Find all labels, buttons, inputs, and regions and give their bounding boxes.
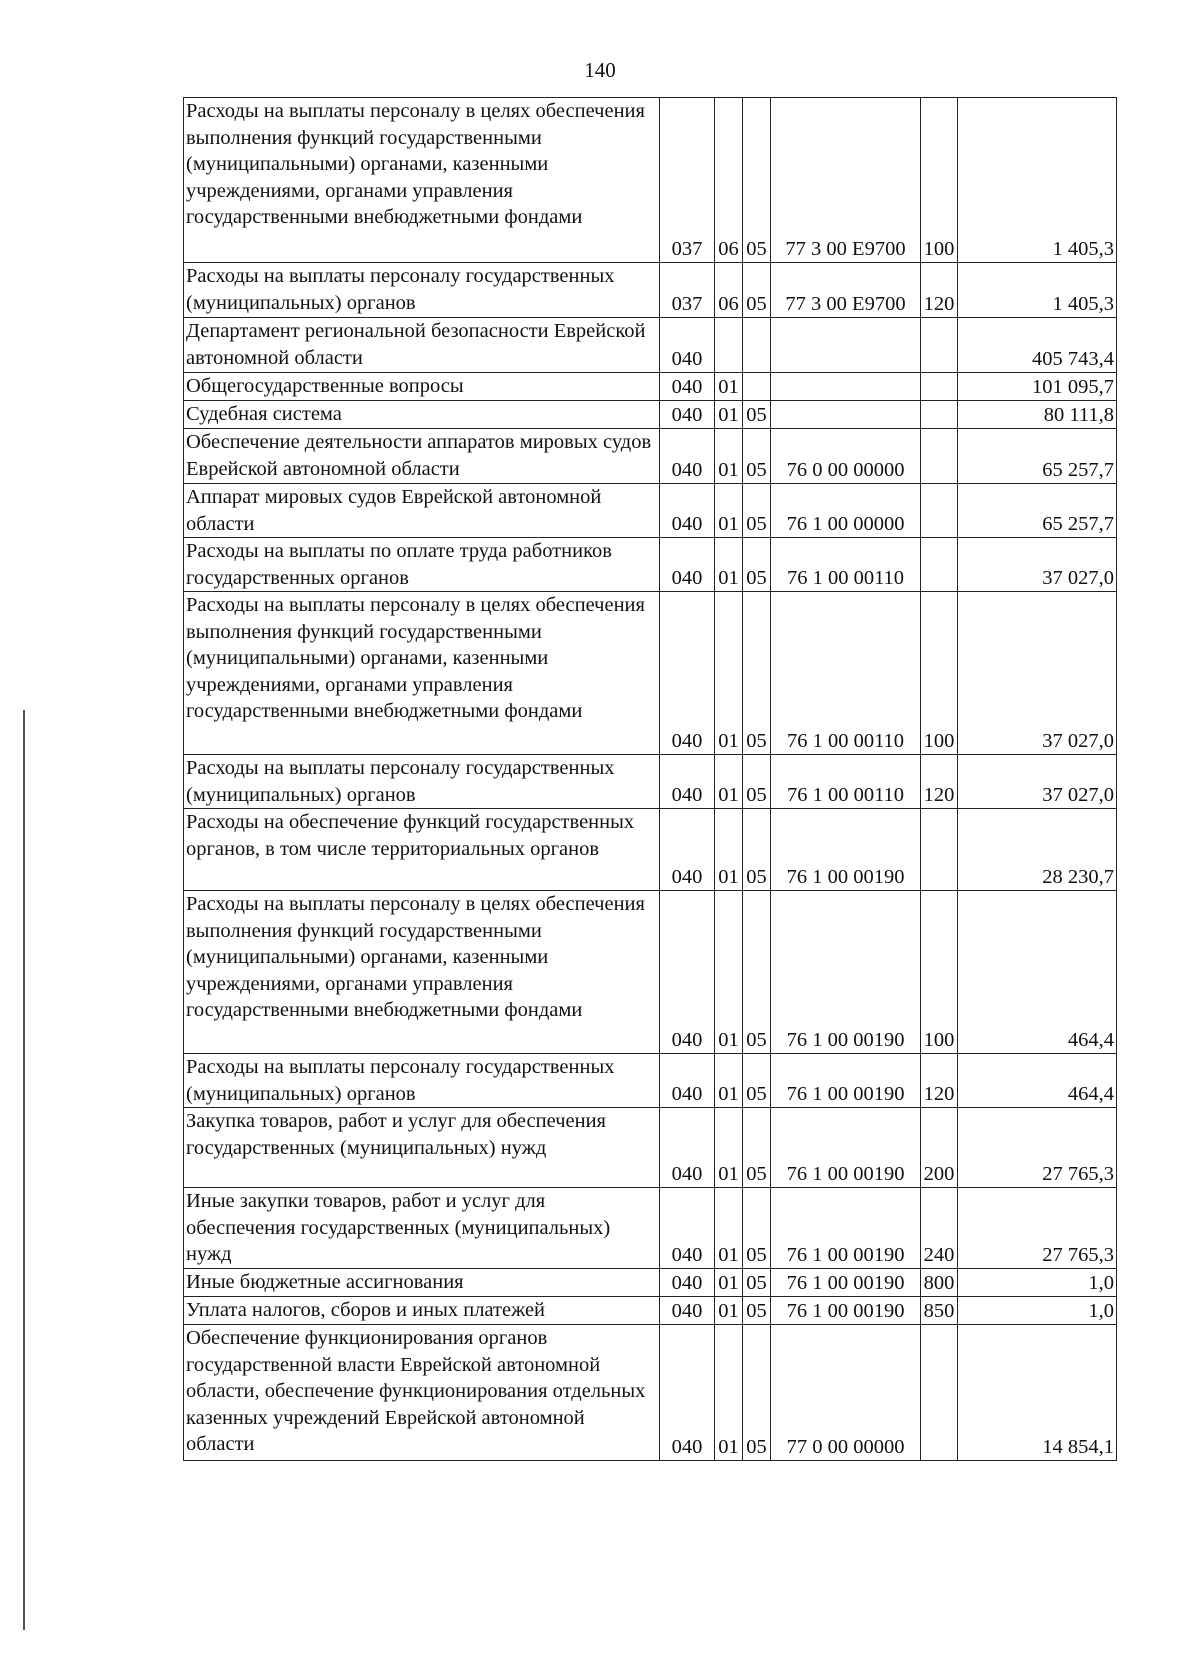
target-article-text: 76 1 00 00190 <box>786 1082 905 1105</box>
amount-text: 101 095,7 <box>1032 375 1114 398</box>
admin-code-text: 040 <box>671 729 703 752</box>
target-article-text: 76 1 00 00110 <box>786 729 905 752</box>
expense-type-cell <box>921 1325 958 1461</box>
row-name-text: Департамент региональной безопасности Еврейской автономной области <box>186 320 646 369</box>
target-article-text: 77 3 00 E9700 <box>785 292 906 315</box>
admin-code-cell <box>660 1188 715 1269</box>
admin-code-cell <box>660 373 715 401</box>
subsection-code-text: 05 <box>746 1028 767 1051</box>
target-article-text: 76 0 00 00000 <box>786 458 905 481</box>
admin-code-cell <box>660 484 715 538</box>
row-name-cell <box>184 592 660 755</box>
row-name-text: Иные бюджетные ассигнования <box>186 1271 464 1293</box>
target-article-cell <box>771 538 921 592</box>
amount-text: 27 765,3 <box>1042 1162 1114 1185</box>
target-article-cell <box>771 263 921 318</box>
subsection-code-cell <box>743 1054 771 1108</box>
subsection-code-text: 05 <box>746 458 767 481</box>
amount-text: 37 027,0 <box>1042 566 1114 589</box>
expense-type-cell <box>921 429 958 484</box>
amount-cell <box>958 1054 1117 1108</box>
row-name-cell <box>184 1188 660 1269</box>
row-name-cell <box>184 1325 660 1461</box>
row-name-text: Общегосударственные вопросы <box>186 375 464 397</box>
expense-type-cell <box>921 98 958 263</box>
row-name-text: Судебная система <box>186 403 342 425</box>
row-name-cell <box>184 538 660 592</box>
section-code-cell <box>715 98 743 263</box>
amount-cell <box>958 891 1117 1054</box>
row-name-text: Закупка товаров, работ и услуг для обеспечения государственных (муниципальных) нужд <box>186 1110 606 1159</box>
amount-cell <box>958 429 1117 484</box>
target-article-cell <box>771 1269 921 1297</box>
section-code-text: 01 <box>718 1299 739 1322</box>
row-name-cell <box>184 1297 660 1325</box>
target-article-text: 77 3 00 E9700 <box>785 237 906 260</box>
target-article-cell <box>771 755 921 809</box>
expense-type-cell <box>921 592 958 755</box>
amount-cell <box>958 1188 1117 1269</box>
section-code-cell <box>715 592 743 755</box>
admin-code-text: 040 <box>671 566 703 589</box>
admin-code-text: 040 <box>671 865 703 888</box>
target-article-text: 76 1 00 00190 <box>786 865 905 888</box>
subsection-code-text: 05 <box>746 1299 767 1322</box>
target-article-cell <box>771 809 921 891</box>
subsection-code-cell <box>743 1108 771 1188</box>
subsection-code-cell <box>743 755 771 809</box>
section-code-cell <box>715 538 743 592</box>
admin-code-cell <box>660 318 715 373</box>
scan-edge-line <box>23 710 25 1630</box>
subsection-code-cell <box>743 1269 771 1297</box>
admin-code-cell <box>660 538 715 592</box>
admin-code-cell <box>660 755 715 809</box>
expense-type-cell <box>921 809 958 891</box>
expense-type-text: 800 <box>923 1271 955 1294</box>
table-row <box>184 1269 1117 1297</box>
expense-type-text: 120 <box>923 292 955 315</box>
subsection-code-text: 05 <box>746 1162 767 1185</box>
target-article-text: 76 1 00 00000 <box>786 512 905 535</box>
row-name-cell <box>184 809 660 891</box>
expense-type-cell <box>921 1297 958 1325</box>
row-name-text: Расходы на выплаты персоналу государственных (муниципальных) органов <box>186 265 615 314</box>
row-name-text: Уплата налогов, сборов и иных платежей <box>186 1299 546 1321</box>
admin-code-text: 040 <box>671 1082 703 1105</box>
subsection-code-text: 05 <box>746 512 767 535</box>
expense-type-text: 100 <box>923 729 955 752</box>
expense-type-cell <box>921 1188 958 1269</box>
target-article-cell <box>771 318 921 373</box>
table-row <box>184 318 1117 373</box>
target-article-cell <box>771 429 921 484</box>
target-article-cell <box>771 373 921 401</box>
amount-cell <box>958 318 1117 373</box>
target-article-cell <box>771 401 921 429</box>
target-article-text: 76 1 00 00190 <box>786 1271 905 1294</box>
table-row <box>184 484 1117 538</box>
target-article-text: 76 1 00 00190 <box>786 1299 905 1322</box>
expense-type-text: 240 <box>923 1243 955 1266</box>
subsection-code-cell <box>743 809 771 891</box>
expense-type-text: 120 <box>923 1082 955 1105</box>
row-name-text: Расходы на выплаты персоналу государственных (муниципальных) органов <box>186 757 615 806</box>
row-name-text: Расходы на обеспечение функций государственных органов, в том числе территориальных органов <box>186 811 635 860</box>
section-code-cell <box>715 373 743 401</box>
admin-code-text: 040 <box>671 458 703 481</box>
admin-code-cell <box>660 1269 715 1297</box>
admin-code-text: 040 <box>671 375 703 398</box>
admin-code-text: 040 <box>671 1162 703 1185</box>
amount-cell <box>958 809 1117 891</box>
admin-code-cell <box>660 98 715 263</box>
table-row <box>184 592 1117 755</box>
section-code-cell <box>715 1297 743 1325</box>
table-row <box>184 373 1117 401</box>
subsection-code-cell <box>743 429 771 484</box>
admin-code-text: 037 <box>671 237 703 260</box>
subsection-code-text: 05 <box>746 1243 767 1266</box>
section-code-text: 01 <box>718 1271 739 1294</box>
amount-text: 37 027,0 <box>1042 783 1114 806</box>
target-article-cell <box>771 1325 921 1461</box>
admin-code-cell <box>660 1297 715 1325</box>
target-article-cell <box>771 592 921 755</box>
admin-code-text: 040 <box>671 512 703 535</box>
amount-text: 27 765,3 <box>1042 1243 1114 1266</box>
row-name-cell <box>184 1108 660 1188</box>
section-code-cell <box>715 1188 743 1269</box>
admin-code-text: 040 <box>671 1271 703 1294</box>
expense-type-cell <box>921 484 958 538</box>
subsection-code-text: 05 <box>746 1435 767 1458</box>
amount-cell <box>958 401 1117 429</box>
expense-type-text: 100 <box>923 237 955 260</box>
row-name-text: Расходы на выплаты персоналу в целях обеспечения выполнения функций государственными (муниципальными) органами, казенными учреждениями, органами управления государственными внебюджетными фондами <box>186 893 645 1021</box>
row-name-cell <box>184 1269 660 1297</box>
admin-code-text: 040 <box>671 783 703 806</box>
subsection-code-text: 05 <box>746 292 767 315</box>
amount-text: 37 027,0 <box>1042 729 1114 752</box>
target-article-text: 76 1 00 00190 <box>786 1028 905 1051</box>
row-name-cell <box>184 1054 660 1108</box>
subsection-code-cell <box>743 538 771 592</box>
expense-type-cell <box>921 318 958 373</box>
section-code-text: 01 <box>718 865 739 888</box>
expense-type-cell <box>921 538 958 592</box>
admin-code-text: 040 <box>671 1435 703 1458</box>
amount-cell <box>958 373 1117 401</box>
section-code-text: 01 <box>718 512 739 535</box>
section-code-text: 06 <box>718 237 739 260</box>
admin-code-text: 040 <box>671 1243 703 1266</box>
section-code-cell <box>715 755 743 809</box>
section-code-text: 01 <box>718 1028 739 1051</box>
section-code-cell <box>715 1325 743 1461</box>
row-name-cell <box>184 98 660 263</box>
subsection-code-cell <box>743 1188 771 1269</box>
table-row <box>184 401 1117 429</box>
section-code-cell <box>715 484 743 538</box>
expense-type-cell <box>921 401 958 429</box>
target-article-cell <box>771 1108 921 1188</box>
target-article-text: 76 1 00 00190 <box>786 1162 905 1185</box>
section-code-text: 01 <box>718 783 739 806</box>
admin-code-cell <box>660 1325 715 1461</box>
row-name-text: Обеспечение функционирования органов государственной власти Еврейской автономной области, обеспечение функционирования отдельных казенных учреждений Еврейской автономной области <box>186 1327 646 1455</box>
subsection-code-text: 05 <box>746 1082 767 1105</box>
section-code-cell <box>715 891 743 1054</box>
section-code-text: 01 <box>718 403 739 426</box>
section-code-cell <box>715 1054 743 1108</box>
admin-code-cell <box>660 891 715 1054</box>
table-body <box>184 98 1117 1461</box>
row-name-cell <box>184 318 660 373</box>
admin-code-cell <box>660 1108 715 1188</box>
admin-code-cell <box>660 429 715 484</box>
expense-type-cell <box>921 263 958 318</box>
section-code-cell <box>715 263 743 318</box>
row-name-cell <box>184 484 660 538</box>
row-name-text: Расходы на выплаты по оплате труда работников государственных органов <box>186 540 612 589</box>
section-code-text: 06 <box>718 292 739 315</box>
table-row <box>184 1297 1117 1325</box>
expense-type-cell <box>921 1108 958 1188</box>
subsection-code-cell <box>743 98 771 263</box>
table-row <box>184 1188 1117 1269</box>
amount-text: 1 405,3 <box>1052 292 1114 315</box>
amount-text: 464,4 <box>1067 1028 1114 1051</box>
expense-type-cell <box>921 1054 958 1108</box>
expense-type-cell <box>921 891 958 1054</box>
row-name-cell <box>184 373 660 401</box>
row-name-cell <box>184 263 660 318</box>
amount-text: 14 854,1 <box>1042 1435 1114 1458</box>
amount-text: 1,0 <box>1088 1271 1114 1294</box>
section-code-text: 01 <box>718 1162 739 1185</box>
subsection-code-cell <box>743 1297 771 1325</box>
row-name-text: Расходы на выплаты персоналу в целях обеспечения выполнения функций государственными (муниципальными) органами, казенными учреждениями, органами управления государственными внебюджетными фондами <box>186 594 645 722</box>
section-code-cell <box>715 401 743 429</box>
subsection-code-text: 05 <box>746 237 767 260</box>
amount-cell <box>958 1108 1117 1188</box>
admin-code-cell <box>660 592 715 755</box>
expense-type-text: 200 <box>923 1162 955 1185</box>
amount-cell <box>958 538 1117 592</box>
subsection-code-text: 05 <box>746 566 767 589</box>
row-name-cell <box>184 891 660 1054</box>
row-name-text: Расходы на выплаты персоналу государственных (муниципальных) органов <box>186 1056 615 1105</box>
amount-text: 405 743,4 <box>1032 347 1114 370</box>
admin-code-cell <box>660 1054 715 1108</box>
expense-type-cell <box>921 1269 958 1297</box>
expense-type-cell <box>921 755 958 809</box>
target-article-text: 77 0 00 00000 <box>786 1435 905 1458</box>
amount-cell <box>958 98 1117 263</box>
subsection-code-text: 05 <box>746 783 767 806</box>
table-row <box>184 755 1117 809</box>
subsection-code-text: 05 <box>746 729 767 752</box>
amount-text: 1,0 <box>1088 1299 1114 1322</box>
subsection-code-text: 05 <box>746 403 767 426</box>
section-code-text: 01 <box>718 1435 739 1458</box>
table-row <box>184 263 1117 318</box>
row-name-text: Иные закупки товаров, работ и услуг для обеспечения государственных (муниципальных) нужд <box>186 1190 611 1265</box>
page-number: 140 <box>584 58 616 82</box>
admin-code-cell <box>660 809 715 891</box>
section-code-cell <box>715 809 743 891</box>
target-article-text: 76 1 00 00110 <box>786 566 905 589</box>
subsection-code-cell <box>743 373 771 401</box>
row-name-cell <box>184 429 660 484</box>
section-code-cell <box>715 318 743 373</box>
amount-cell <box>958 1297 1117 1325</box>
amount-cell <box>958 1325 1117 1461</box>
row-name-text: Аппарат мировых судов Еврейской автономной области <box>186 486 602 535</box>
amount-cell <box>958 755 1117 809</box>
target-article-cell <box>771 484 921 538</box>
amount-text: 65 257,7 <box>1042 458 1114 481</box>
admin-code-text: 037 <box>671 292 703 315</box>
table-row <box>184 1325 1117 1461</box>
amount-cell <box>958 1269 1117 1297</box>
amount-text: 80 111,8 <box>1043 403 1114 426</box>
admin-code-text: 040 <box>671 347 703 370</box>
section-code-cell <box>715 429 743 484</box>
table-row <box>184 98 1117 263</box>
admin-code-cell <box>660 263 715 318</box>
target-article-text: 76 1 00 00110 <box>786 783 905 806</box>
row-name-cell <box>184 401 660 429</box>
admin-code-text: 040 <box>671 1028 703 1051</box>
expense-type-text: 850 <box>923 1299 955 1322</box>
subsection-code-cell <box>743 891 771 1054</box>
expense-type-text: 100 <box>923 1028 955 1051</box>
section-code-text: 01 <box>718 1082 739 1105</box>
amount-cell <box>958 592 1117 755</box>
amount-text: 28 230,7 <box>1042 865 1114 888</box>
table-row <box>184 429 1117 484</box>
target-article-cell <box>771 1188 921 1269</box>
target-article-cell <box>771 891 921 1054</box>
expense-type-text: 120 <box>923 783 955 806</box>
subsection-code-cell <box>743 263 771 318</box>
table-row <box>184 1108 1117 1188</box>
target-article-text: 76 1 00 00190 <box>786 1243 905 1266</box>
amount-cell <box>958 484 1117 538</box>
admin-code-text: 040 <box>671 1299 703 1322</box>
amount-text: 65 257,7 <box>1042 512 1114 535</box>
row-name-text: Расходы на выплаты персоналу в целях обеспечения выполнения функций государственными (муниципальными) органами, казенными учреждениями, органами управления государственными внебюджетными фондами <box>186 100 645 228</box>
budget-table <box>183 97 1117 1461</box>
section-code-text: 01 <box>718 729 739 752</box>
amount-cell <box>958 263 1117 318</box>
table-row <box>184 538 1117 592</box>
admin-code-text: 040 <box>671 403 703 426</box>
subsection-code-cell <box>743 401 771 429</box>
section-code-text: 01 <box>718 458 739 481</box>
expense-type-cell <box>921 373 958 401</box>
amount-text: 1 405,3 <box>1052 237 1114 260</box>
table-row <box>184 809 1117 891</box>
target-article-cell <box>771 1297 921 1325</box>
section-code-text: 01 <box>718 566 739 589</box>
subsection-code-text: 05 <box>746 865 767 888</box>
admin-code-cell <box>660 401 715 429</box>
section-code-cell <box>715 1108 743 1188</box>
subsection-code-cell <box>743 1325 771 1461</box>
target-article-cell <box>771 1054 921 1108</box>
subsection-code-cell <box>743 318 771 373</box>
section-code-text: 01 <box>718 375 739 398</box>
row-name-text: Обеспечение деятельности аппаратов мировых судов Еврейской автономной области <box>186 431 652 480</box>
table-row <box>184 1054 1117 1108</box>
section-code-cell <box>715 1269 743 1297</box>
row-name-cell <box>184 755 660 809</box>
section-code-text: 01 <box>718 1243 739 1266</box>
subsection-code-cell <box>743 484 771 538</box>
subsection-code-cell <box>743 592 771 755</box>
subsection-code-text: 05 <box>746 1271 767 1294</box>
amount-text: 464,4 <box>1067 1082 1114 1105</box>
table-row <box>184 891 1117 1054</box>
target-article-cell <box>771 98 921 263</box>
